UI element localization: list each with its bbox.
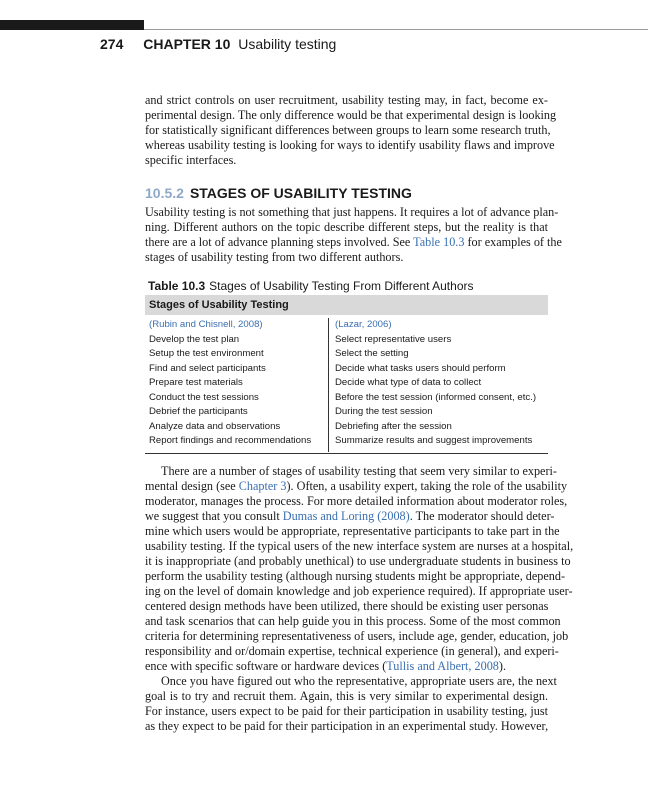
dumas-loring-link[interactable]: Dumas and Loring (2008) bbox=[282, 509, 410, 523]
header-bar-dark bbox=[0, 20, 144, 30]
table-10-3-link[interactable]: Table 10.3 bbox=[413, 235, 465, 249]
table-bottom-rule bbox=[145, 453, 548, 454]
section-paragraph bbox=[145, 205, 562, 265]
table-caption-text: Stages of Usability Testing From Different Authors bbox=[209, 279, 474, 293]
table-cell: Conduct the test sessions bbox=[149, 391, 259, 403]
intro-line: for statistically significant differences between groups to learn some research truth, bbox=[145, 123, 551, 137]
table-cell: Analyze data and observations bbox=[149, 420, 281, 432]
body-line: perform the usability testing (although nursing students might be appropriate, depend- bbox=[145, 569, 566, 583]
section-line bbox=[145, 235, 562, 250]
body-line: Once you have figured out who the representative, appropriate users are, the next bbox=[161, 674, 557, 688]
table-cell: Debrief the participants bbox=[149, 406, 248, 417]
table-cell: Setup the test environment bbox=[149, 348, 264, 359]
intro-line: perimental design. The only difference would be that experimental design is looking bbox=[145, 108, 557, 122]
body-line bbox=[145, 509, 555, 524]
chapter-title: Usability testing bbox=[238, 36, 337, 52]
text: for examples of the bbox=[464, 235, 562, 249]
table-cell: Select representative users bbox=[335, 333, 452, 345]
body-line: moderator, manages the process. For more detailed information about moderator roles, bbox=[145, 494, 568, 508]
body-line: as they expect to be paid for their participation in an experimental study. However, bbox=[145, 719, 549, 733]
table-cell: During the test session bbox=[335, 406, 433, 417]
body-line: ing on the level of domain knowledge and job experience required). If appropriate user- bbox=[145, 584, 573, 598]
body-line: responsibility and or/domain expertise, technical experience (in general), and experi- bbox=[145, 644, 559, 658]
table-column-rubin bbox=[149, 318, 329, 449]
table-cell: Summarize results and suggest improvements bbox=[335, 435, 533, 446]
text: there are a lot of advance planning steps involved. See bbox=[145, 235, 414, 249]
body-line: criteria for determining representativeness of users, include age, gender, education, job bbox=[145, 629, 569, 643]
body-paragraph-1 bbox=[145, 464, 574, 674]
text: mental design (see bbox=[145, 479, 239, 493]
table-header: Stages of Usability Testing bbox=[145, 295, 548, 315]
intro-line: specific interfaces. bbox=[145, 153, 237, 167]
chapter-3-link[interactable]: Chapter 3 bbox=[238, 479, 287, 493]
body-line bbox=[145, 479, 568, 494]
body-line: For instance, users expect to be paid for their participation in usability testing, just bbox=[145, 704, 548, 718]
table-cell: Decide what tasks users should perform bbox=[335, 362, 506, 374]
table-cell: Select the setting bbox=[335, 348, 409, 359]
body-line: goal is to try and recruit them. Again, this is very similar to experimental design. bbox=[145, 689, 548, 703]
section-line: Usability testing is not something that just happens. It requires a lot of advance plan- bbox=[145, 205, 559, 219]
intro-line: and strict controls on user recruitment, usability testing may, in fact, become ex- bbox=[145, 93, 548, 107]
body-line bbox=[145, 659, 548, 674]
running-head bbox=[100, 36, 336, 52]
body-line: mine which users would be appropriate, representative participants to take part in the bbox=[145, 524, 560, 538]
text: ence with specific software or hardware devices ( bbox=[145, 659, 387, 673]
text: ). Often, a usability expert, taking the role of the usability bbox=[286, 479, 568, 493]
table-caption bbox=[148, 279, 474, 293]
section-heading bbox=[145, 185, 412, 201]
table-cell: Prepare test materials bbox=[149, 377, 243, 388]
tullis-albert-link[interactable]: Tullis and Albert, 2008 bbox=[386, 659, 499, 673]
table-citation-lazar[interactable]: (Lazar, 2006) bbox=[335, 319, 392, 330]
table-cell: Develop the test plan bbox=[149, 333, 240, 345]
page-number: 274 bbox=[100, 36, 124, 52]
text: ). bbox=[498, 659, 507, 673]
intro-line: whereas usability testing is looking for ways to identify usability flaws and improve bbox=[145, 138, 555, 152]
table-cell: Debriefing after the session bbox=[335, 420, 452, 432]
body-line: There are a number of stages of usability testing that seem very similar to experi- bbox=[161, 464, 557, 478]
header-rule bbox=[144, 29, 648, 30]
body-line: and task scenarios that can help guide you in this process. Some of the most common bbox=[145, 614, 561, 628]
table-label: Table 10.3 bbox=[148, 279, 206, 293]
table-column-divider bbox=[328, 318, 329, 452]
section-number: 10.5.2 bbox=[145, 185, 184, 201]
intro-paragraph bbox=[145, 93, 557, 168]
table-cell: Find and select participants bbox=[149, 362, 266, 374]
section-title: STAGES OF USABILITY TESTING bbox=[189, 185, 412, 201]
text: we suggest that you consult bbox=[145, 509, 283, 523]
chapter-label: CHAPTER 10 bbox=[143, 36, 231, 52]
table-cell: Report findings and recommendations bbox=[149, 435, 312, 446]
section-line: ning. Different authors on the topic describe different steps, but the reality is that bbox=[145, 220, 548, 234]
body-line: it is inappropriate (and probably unethical) to use undergraduate students in business to bbox=[145, 554, 571, 568]
text: . The moderator should deter- bbox=[409, 509, 555, 523]
table-cell: Decide what type of data to collect bbox=[335, 377, 482, 388]
body-line: usability testing. If the typical users of the new interface system are nurses at a hospital, bbox=[145, 539, 574, 553]
body-paragraph-2 bbox=[145, 674, 557, 734]
table-cell: Before the test session (informed consent, etc.) bbox=[335, 391, 537, 403]
table-citation-rubin[interactable]: (Rubin and Chisnell, 2008) bbox=[149, 319, 263, 330]
body-line: centered design methods have been utilized, there should be existing user personas bbox=[145, 599, 549, 613]
section-line: stages of usability testing from two different authors. bbox=[145, 250, 404, 264]
table-column-lazar bbox=[335, 318, 548, 449]
